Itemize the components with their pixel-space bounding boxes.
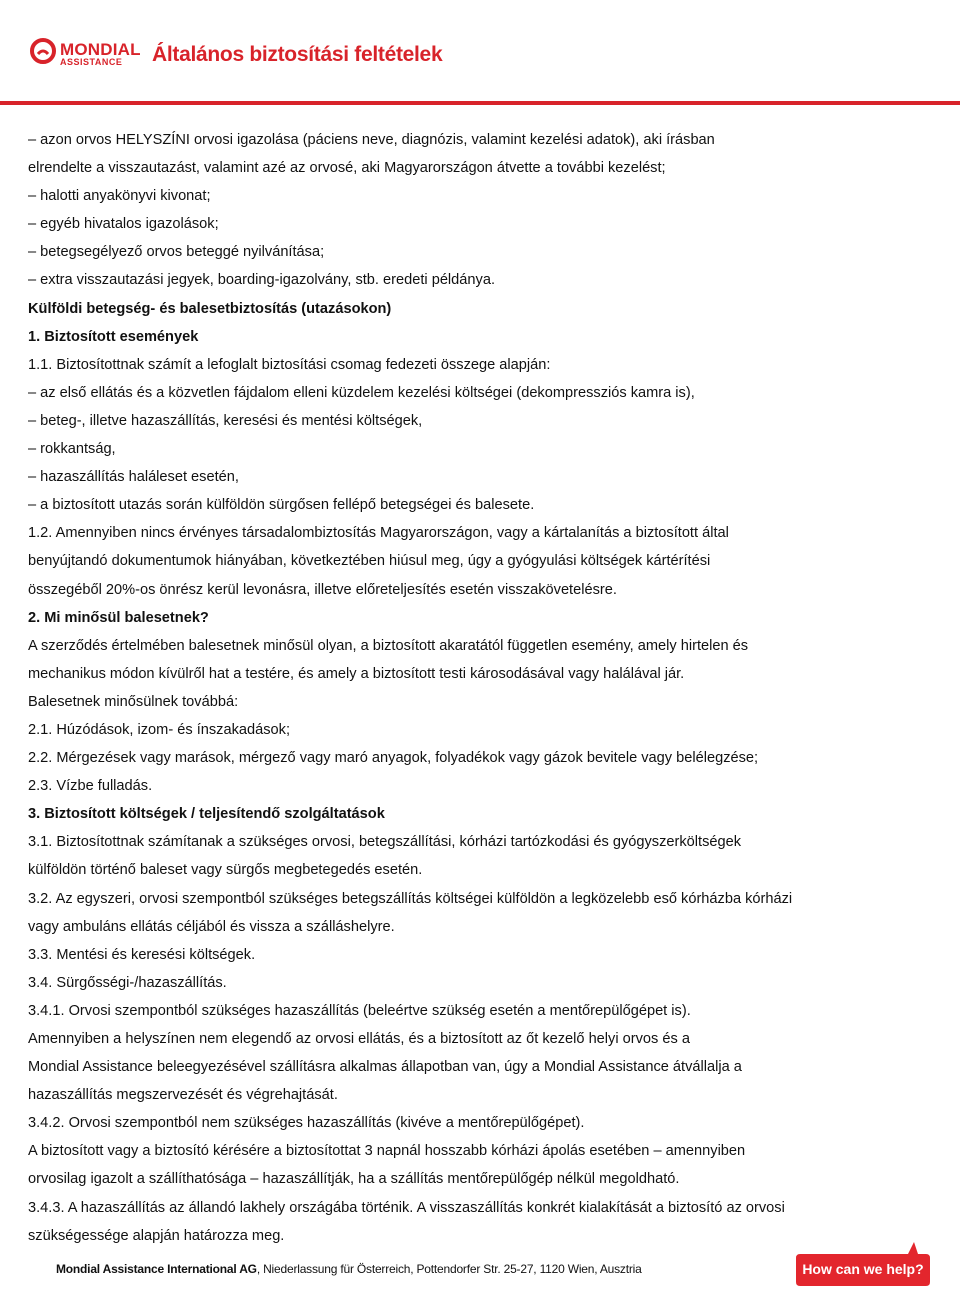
text-line: szükségessége alapján határozza meg. xyxy=(28,1227,285,1244)
footer-company: Mondial Assistance International AG xyxy=(56,1262,257,1276)
text-line: 1.1. Biztosítottnak számít a lefoglalt biztosítási csomag fedezeti összege alapján: xyxy=(28,356,551,373)
page-header xyxy=(0,0,960,108)
text-line: A szerződés értelmében balesetnek minősül olyan, a biztosított akaratától független esemény, amely hirtelen és xyxy=(28,637,749,654)
text-line: 3.4.3. A hazaszállítás az állandó lakhely országába történik. A visszaszállítás konkrét kialakítását a biztosító az orvosi xyxy=(28,1199,785,1216)
text-line: – hazaszállítás haláleset esetén, xyxy=(28,469,239,486)
document-title: Általános biztosítási feltételek xyxy=(152,43,443,66)
text-line: A biztosított vagy a biztosító kérésére a biztosítottat 3 napnál hosszabb kórházi ápolás esetében – amennyiben xyxy=(28,1143,746,1160)
text-line: – azon orvos HELYSZÍNI orvosi igazolása (páciens neve, diagnózis, valamint kezelési adatok), aki írásban xyxy=(28,132,715,148)
text-line: 3.4.2. Orvosi szempontból nem szükséges hazaszállítás (kivéve a mentőrepülőgépet). xyxy=(28,1115,585,1132)
text-line: – az első ellátás és a közvetlen fájdalom elleni küzdelem kezelési költségei (dekompressziós kamra is), xyxy=(28,384,695,401)
text-line: 1.2. Amennyiben nincs érvényes társadalombiztosítás Magyarországon, vagy a kártalanítás a biztosított által xyxy=(28,525,729,542)
logo-subtitle: ASSISTANCE xyxy=(60,57,123,67)
text-line: orvosilag igazolt a szállíthatósága – hazaszállítják, ha a szállítás mentőrepülőgép nélkül megoldható. xyxy=(28,1171,680,1188)
text-line: Mondial Assistance beleegyezésével szállításra alkalmas állapotban van, úgy a Mondial Assistance átvállalja a xyxy=(28,1059,742,1076)
mondial-swirl-icon xyxy=(30,38,56,64)
footer-address xyxy=(56,1262,642,1276)
text-line: 3.2. Az egyszeri, orvosi szempontból szükséges betegszállítás költségei külföldön a legközelebb eső kórházba kórházi xyxy=(28,890,793,907)
text-line: – betegsegélyező orvos beteggé nyilvánítása; xyxy=(28,244,325,261)
text-line: elrendelte a visszautazást, valamint azé az orvosé, aki Magyarországon átvette a további kezelést; xyxy=(28,160,666,177)
text-line: mechanikus módon kívülről hat a testére, és amely a biztosított testi károsodásával vagy halálával jár. xyxy=(28,665,685,682)
header-divider xyxy=(0,101,960,105)
text-line: összegéből 20%-os önrész kerül levonásra, illetve előreteljesítés esetén visszakövetelésre. xyxy=(28,581,617,598)
section-heading: 1. Biztosított események xyxy=(28,328,199,345)
text-line: – halotti anyakönyvi kivonat; xyxy=(28,188,211,205)
text-line: – rokkantság, xyxy=(28,441,116,458)
mondial-logo xyxy=(30,36,141,70)
text-line: 3.1. Biztosítottnak számítanak a szükséges orvosi, betegszállítási, kórházi tartózkodási és gyógyszerköltségek xyxy=(28,834,742,851)
help-button[interactable] xyxy=(796,1240,932,1288)
text-line: – extra visszautazási jegyek, boarding-igazolvány, stb. eredeti példánya. xyxy=(28,272,495,289)
text-line: 3.3. Mentési és keresési költségek. xyxy=(28,946,256,963)
text-line: hazaszállítás megszervezését és végrehajtását. xyxy=(28,1087,338,1104)
text-line: 2.1. Húzódások, izom- és ínszakadások; xyxy=(28,721,291,738)
section-heading: 2. Mi minősül balesetnek? xyxy=(28,609,209,626)
text-line: vagy ambuláns ellátás céljából és vissza a szálláshelyre. xyxy=(28,918,395,935)
section-heading: 3. Biztosított költségek / teljesítendő szolgáltatások xyxy=(28,806,385,823)
help-button-label: How can we help? xyxy=(802,1261,924,1277)
text-line: – a biztosított utazás során külföldön sürgősen fellépő betegségei és balesete. xyxy=(28,497,535,514)
logo-name: MONDIAL xyxy=(60,40,141,59)
footer-address-text: , Niederlassung für Österreich, Pottendorfer Str. 25-27, 1120 Wien, Ausztria xyxy=(256,1262,642,1276)
text-line: 2.2. Mérgezések vagy marások, mérgező vagy maró anyagok, folyadékok vagy gázok bevitele vagy belélegzése; xyxy=(28,750,759,767)
text-line: – beteg-, illetve hazaszállítás, keresési és mentési költségek, xyxy=(28,412,423,429)
text-line: benyújtandó dokumentumok hiányában, következtében hiúsul meg, úgy a gyógyulási költségek kártérítési xyxy=(28,553,711,570)
text-line: – egyéb hivatalos igazolások; xyxy=(28,216,219,233)
document-body xyxy=(28,126,928,1250)
text-line: Balesetnek minősülnek továbbá: xyxy=(28,693,239,710)
text-line: külföldön történő baleset vagy sürgős megbetegedés esetén. xyxy=(28,862,423,879)
text-line: Amennyiben a helyszínen nem elegendő az orvosi ellátás, és a biztosított az őt kezelő helyi orvos és a xyxy=(28,1031,690,1047)
section-heading: Külföldi betegség- és balesetbiztosítás (utazásokon) xyxy=(28,300,392,317)
text-line: 3.4. Sürgősségi-/hazaszállítás. xyxy=(28,974,227,991)
text-line: 2.3. Vízbe fulladás. xyxy=(28,778,153,795)
text-line: 3.4.1. Orvosi szempontból szükséges hazaszállítás (beleértve szükség esetén a mentőrepülőgépet is). xyxy=(28,1002,691,1019)
